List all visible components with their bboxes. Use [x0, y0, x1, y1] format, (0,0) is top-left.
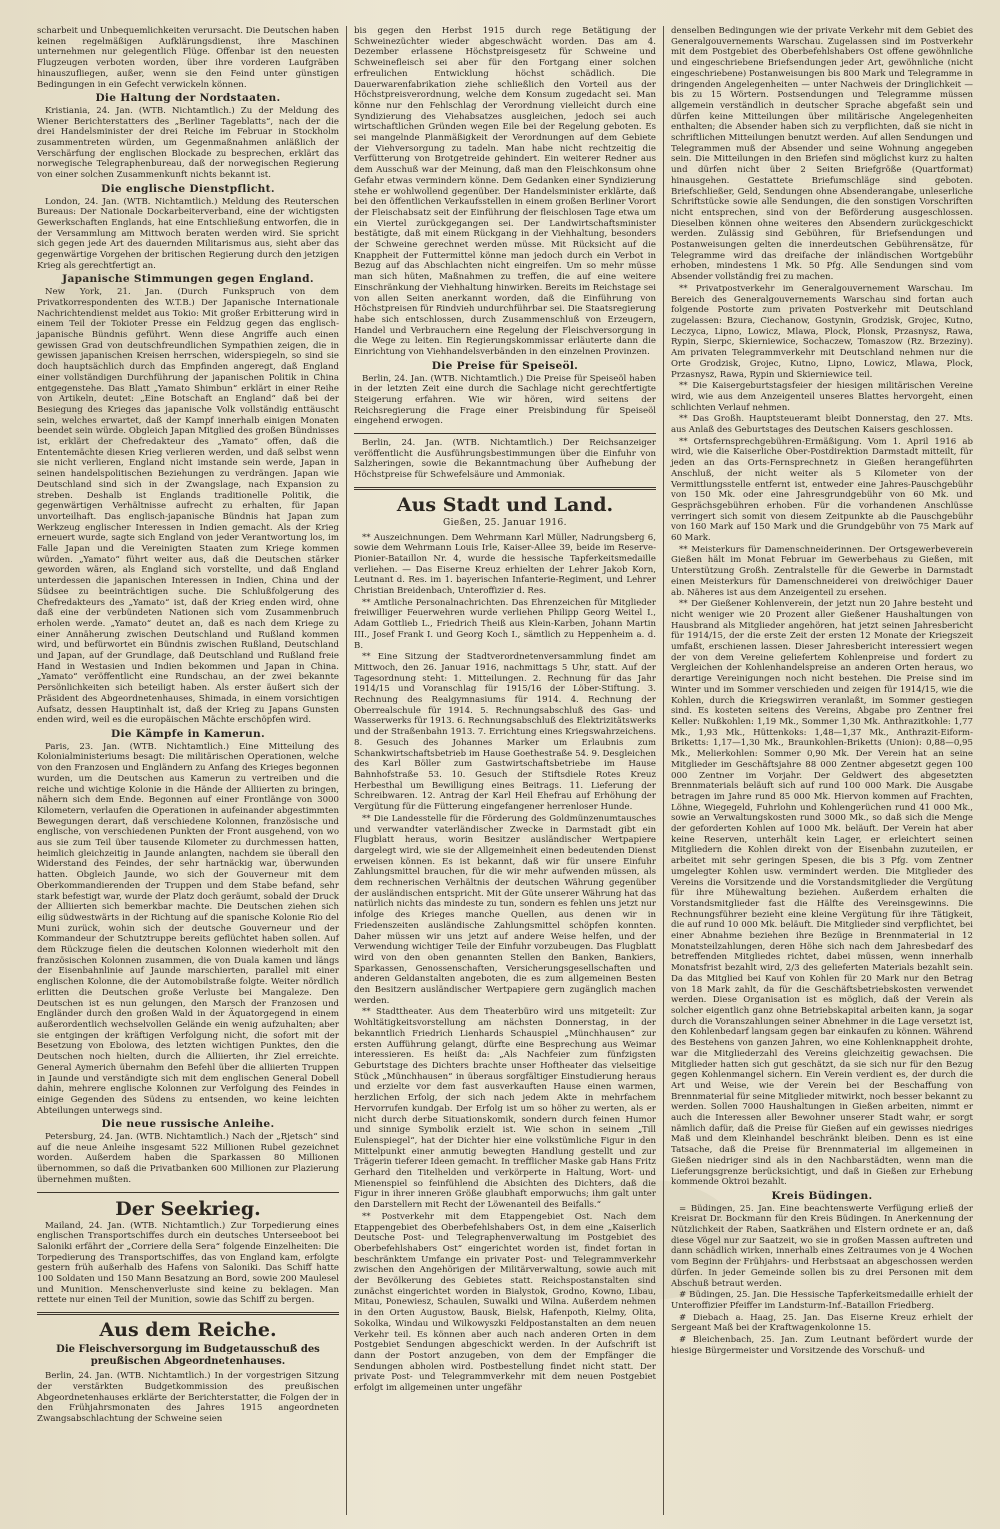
- divider: [37, 1192, 339, 1193]
- divider: [37, 1312, 339, 1315]
- article-text: ** Amtliche Personalnachrichten. Das Ehrenzeichen für Mitglieder freiwilliger Feuerwehren wurde verliehen Philipp Georg Weitel I., Adam Gottlieb L., Friedrich Theiß aus Klein-Karben, Johann Martin III., Josef Frank I. und Georg Koch I., sämtlich zu Heppenheim a. d. B.: [354, 597, 656, 651]
- section-title-reich: Aus dem Reiche.: [99, 1319, 277, 1342]
- article-text: ** Die Landesstelle für die Förderung des Goldmünzenumtausches und verwandter vaterländischer Zwecke in Darmstadt gibt ein Flugblatt heraus, worin Besitzer ausländischer Wertpapiere dargelegt wird, wie sie der Allgemeinheit einen bedeutenden Dienst erweisen können. Es ist bekannt, daß wir für unsere Einfuhr Zahlungsmittel brauchen, für die wir mehr aufwenden müssen, als dem rechnerischen Verhältnis der deutschen Währung gegenüber der ausländischen entspricht. Mit der Güte unserer Währung hat das natürlich nichts das mindeste zu tun, sondern es fehlen uns jetzt nur infolge des Krieges manche Quellen, aus denen wir in Friedenszeiten ausländische Zahlungsmittel schöpfen konnten. Daher müssen wir uns jetzt auf andere Weise helfen, und der Verwendung wichtiger Teile der Einfuhr vorzubeugen. Das Flugblatt wird von den oben genannten Stellen den Banken, Bankiers, Sparkassen, Genossenschaften, Versicherungsgesellschaften und anderen Geldanstalten angeboten, die es zum allgemeinen Besten den Besitzern ausländischer Wertpapiere gern zugänglich machen werden.: [354, 813, 656, 1006]
- article-subtitle: Die Fleischversorgung im Budgetausschuß des preußischen Abgeordnetenhauses.: [56, 1344, 320, 1368]
- article-text: Berlin, 24. Jan. (WTB. Nichtamtlich.) In der vorgestrigen Sitzung der verstärkten Budgetkommission des preußischen Abgeordnetenhauses erklärte der Berichterstatter, die Folgen der in den Frühjahrsmonaten des Jahres 1915 angeordneten Zwangsabschlachtung der Schweine seien: [37, 1371, 339, 1424]
- article-text: ** Stadttheater. Aus dem Theaterbüro wird uns mitgeteilt: Zur Wohltätigkeitsvorstellung am nächsten Donnerstag, in der bekanntlich Friedrich Lienhards Schauspiel „Münchhausen“ zur ersten Aufführung gelangt, dürfte eine Besprechung aus Weimar interessieren. Es heißt da: „Als Nachfeier zum fünfzigsten Geburtstage des Dichters brachte unser Hoftheater das vielseitige Stück „Münchhausen“ in überaus sorgfältiger Einstudierung heraus und erzielte vor dem fast ausverkauften Hause einen warmen, herzlichen Erfolg, der sich nach jedem Akte in mehrfachem Hervorrufen kundgab. Der Erfolg ist um so höher zu werten, als er nicht durch derbe Situationskomik, sondern durch feinen Humor und sinnige Symbolik erzielt ist. Wie schon in seinem „Till Eulenspiegel“, hat der Dichter hier eine volkstümliche Figur in den Mittelpunkt einer anmutig bewegten Handlung gestellt und zur Trägerin tieferer Ideen gemacht. In trefflicher Maske gab Hans Fritz Gerhard den Titelhelden und verkörperte in Haltung, Wort- und Mienenspiel so feinfühlend die Absichten des Dichters, daß die Figur in ihrer inneren Größe glaubhaft emporwuchs; ihm galt unter den Darstellern mit Recht der Löwenanteil des Beifalls.“: [354, 1007, 656, 1211]
- section-heading: Kreis Büdingen.: [771, 1189, 873, 1202]
- article-text: Berlin, 24. Jan. (WTB. Nichtamtlich.) Der Reichsanzeiger veröffentlicht die Ausführungsbestimmungen über die Einfuhr von Salzheringen, sowie die Bekanntmachung über Aufhebung der Höchstpreise für Schwefelsäure und Ammoniak.: [354, 438, 656, 481]
- article-text: London, 24. Jan. (WTB. Nichtamtlich.) Meldung des Reuterschen Bureaus: Der Nationale Dockarbeiterverband, eine der wichtigsten Gewerkschaften Englands, hat eine Entschließung entworfen, die in der Versammlung am Mittwoch beraten werden wird. Sie spricht sich gegen jede Art des dauernden Militarismus aus, sieht aber das gegenwärtige Vorgehen der britischen Regierung durch den jetzigen Krieg als gerechtfertigt an.: [37, 196, 339, 271]
- article-text: bis gegen den Herbst 1915 durch rege Betätigung der Schweinezüchter wieder abgeschwächt worden. Das am 4. Dezember erlassene Höchstpreisgesetz für Schweine und Schweinefleisch sei aber für den Fortgang einer solchen erfreulichen Entwicklung höchst schädlich. Die Dauerwarenfabrikation ziehe schließlich den Vorteil aus der Höchstpreisverordnung, welche dem Konsum zugedacht sei. Man könne nur den Fehlschlag der Verordnung vielleicht durch eine Syndizierung des Viehabsatzes ausgleichen, jedoch sei auch wirtschaftlichen Gründen wegen Eile bei der Regelung geboten. Es sei mangelnde Planmäßigkeit der Verordnungen auf dem Gebiete der Viehversorgung zu tadeln. Man habe nicht rechtzeitig die Verfütterung von Brotgetreide gehindert. Ein weiterer Redner aus dem Ausschuß war der Meinung, daß man den Fleischkonsum ohne Gefahr etwas vermindern könne. Dem Gedanken einer Syndizierung stehe er wohlwollend gegenüber. Der Handelsminister erklärte, daß bei den öffentlichen Verkaufsstellen in einem großen Berliner Vorort der Fleischabsatz seit der Einführung der fleischlosen Tage etwa um ein Viertel zurückgegangen sei. Der Landwirtschaftsminister bestätigte, daß mit einem Rückgang in der Viehhaltung, besonders der Schweine gerechnet werden müsse. Mit Rücksicht auf die Knappheit der Futtermittel könne man jedoch durch ein Verbot in Bezug auf das Abschlachten nicht eingreifen. Um so mehr müsse man sich hüten, Maßnahmen zu treffen, die auf eine weitere Einschränkung der Viehhaltung hinwirken. Bereits im Reichstage sei von allen Seiten anerkannt worden, daß die Einführung von Höchstpreisen für Rindvieh undurchführbar sei. Die Staatsregierung habe sich entschlossen, durch Zusammenschluß von Erzeugern, Handel und Verbrauchern eine Regelung der Fleischversorgung in die Wege zu leiten. Ein Regierungskommissar erläuterte dann die Einrichtung von Viehhandelsverbänden in den einzelnen Provinzen.: [354, 26, 656, 358]
- section-title-stadt-land: Aus Stadt und Land.: [396, 493, 614, 516]
- article-text: # Bleichenbach, 25. Jan. Zum Leutnant befördert wurde der hiesige Bürgermeister und Vorsitzende des Vorschuß- und: [671, 1335, 973, 1356]
- article-text: scharbeit und Unbequemlichkeiten verursacht. Die Deutschen haben keinen regelmäßigen Aufklärungsdienst, ihre Maschinen unternehmen nur gelegentlich Flüge. Offenbar ist den neuesten Flugzeugen verboten worden, über ihre vorderen Laufgräben hinauszufliegen, außer, wenn sie den Feind unter günstigen Bedingungen in ein Gefecht verwickeln können.: [37, 26, 339, 90]
- column-2: [346, 26, 663, 1515]
- column-1: [30, 26, 346, 1515]
- section-heading: Die Haltung der Nordstaaten.: [95, 92, 281, 105]
- article-text: ** Privatpostverkehr im Generalgouvernement Warschau. Im Bereich des Generalgouvernements Warschau sind fortan auch folgende Postorte zum privaten Postverkehr mit Deutschland zugelassen: Bzura, Ciechanow, Gostynin, Grodzisk, Grojec, Kutno, Leczyca, Lipno, Lowicz, Mlawa, Plock, Plonsk, Przasnysz, Rawa, Rypin, Sierpc, Skierniewice, Sochaczew, Tomaszow (Rz. Brzeziny). Am privaten Telegrammverkehr mit Deutschland nehmen nur die Orte Grodzisk, Grojec, Kutno, Lipno, Lowicz, Mlawa, Plock, Przasnysz, Rawa, Rypin und Skierniewice teil.: [671, 283, 973, 380]
- article-text: Berlin, 24. Jan. (WTB. Nichtamtlich.) Die Preise für Speiseöl haben in der letzten Zeit eine durch die Sachlage nicht gerechtfertigte Steigerung erfahren. Wie wir hören, wird seitens der Reichsregierung die Frage einer Preisbindung für Speiseöl eingehend erwogen.: [354, 373, 656, 427]
- article-text: ** Der Gießener Kohlenverein, der jetzt nun 20 Jahre besteht und nicht weniger wie 20 Prozent aller Gießener Haushaltungen von Hausbrand als Mitglieder angehören, hat jetzt seinen Jahresbericht für 1914/15, der die erste Zeit der ersten 12 Monate der Kriegszeit umfaßt, erschienen lassen. Dieser Jahresbericht interessiert wegen der von dem Vereine geliefertem Kohlenpreise und fordert zu Vergleichen der Kohlenhandelspreise an anderen Orten heraus, wo derartige Vereinigungen noch nicht bestehen. Die Preise sind im Winter und im Sommer verschieden und zeigen für 1914/15, wie die Kohlen, durch die Kriegswirren veranlaßt, im Sommer gestiegen sind. Es kosteten seitens des Vereins, Abgabe pro Zentner frei Keller: Nußkohlen: 1,19 Mk., Sommer 1,30 Mk. Anthrazitkohle: 1,77 Mk., 1,93 Mk., Hüttenkoks: 1,48—1,37 Mk., Anthrazit-Eiform-Briketts: 1,17—1,30 Mk., Braunkohlen-Briketts (Union): 0,88—0,95 Mk., Melierkohlen: Sommer 0,90 Mk. Der Verein hat an seine Mitglieder im Geschäftsjahre 88 000 Zentner abgesetzt gegen 100 000 Zentner im Vorjahr. Der Geldwert des abgesetzten Brennmaterials beläuft sich auf rund 100 000 Mark. Die Ausgabe betragen im Jahre rund 85 000 Mk. Hiervon kommen auf Frachten, Löhne, Wiegegeld, Fuhrlohn und Kohlengerüchen rund 41 000 Mk., sowie an Verwaltungskosten rund 3000 Mk., so daß sich die Menge der geforderten Kohlen auf 1000 Mk. beläuft. Der Verein hat aber keine Reserven, unterhält kein Lager, er erleichtert seinen Mitgliedern die Kohlen direkt von der Eisenbahn zuzuteilen, er arbeitet mit sehr geringen Spesen, die bis 3 Pfg. vom Zentner umgelegter Kohlen usw. vermindert werden. Die Mitglieder des Vereins die Vorsitzende und die Vorstandsmitglieder die Vergütung für ihre Mühewaltung beziehen. Außerdem erhalten die Vorstandsmitglieder fast die Hälfte des Vereinsgewinns. Die Rechnungsführer bezieht eine kleine Vergütung für ihre Tätigkeit, die auf rund 10 000 Mk. beläuft. Die Mitglieder sind verpflichtet, bei einer Abnahme beziehen ihre Bezüge in Brennmaterial in 12 Monatsteilzahlungen, deren Höhe sich nach dem Jahresbedarf des betreffenden Mitgliedes richtet, dabei müssen, wenn innerhalb Monatsfrist bezahlt wird, 2/3 des gelieferten Materials bezahlt sein. Da das Mitglied bei Kauf von Kohlen für 20 Mark nur den Betrag von 18 Mark zahlt, da für die Geschäftsbetriebskosten verwendet werden. Diese Organisation ist es möglich, daß der Verein als solcher eigentlich ganz ohne Betriebskapital arbeiten kann, ja sogar durch die Voranszahlungen seiner Abnehmer in die Lage versetzt ist, den Kohlenbedarf langsam gegen bar einkaufen zu können. Während des Bestehens von ganzen Jahren, wo eine Kohlenknappheit drohte, war die Mitgliederzahl des Vereins gleichzeitig gewachsen. Die Mitglieder hatten sich gut geschätzt, da sie sich nur für den Bezug gegen Kohlenmangel sichern. Ein Verein verdient es, der durch die Art und Weise, wie der Verein bei der Beschaffung von Brennmaterial für seine Mitglieder mitwirkt, noch besser bekannt zu werden. Sollen 7000 Haushaltungen in Gießen arbeiten, nimmt er auch die Interessen aller Bewohner unserer Stadt wahr, er sorgt nämlich dafür, daß die Preise für Gießen auf ein gewisses niedriges Maß und dem Kleinhandel beschränkt bleiben. Denn es ist eine Tatsache, daß die Preise für Brennmaterial im allgemeinen in Gießen niedriger sind als in den Nachbarstädten, wenn man die Lieferungsgrenze berücksichtigt, und daß in Gießen zur Erhebung kommende Oktroi bezahlt.: [671, 599, 973, 1188]
- article-text: ** Das Großh. Hauptsteueramt bleibt Donnerstag, den 27. Mts. aus Anlaß des Geburtstages des Deutschen Kaisers geschlossen.: [671, 414, 973, 436]
- article-text: ** Postverkehr mit dem Etappengebiet Ost. Nach dem Etappengebiet des Oberbefehlshabers Ost, in dem eine „Kaiserlich Deutsche Post- und Telegraphenverwaltung im Postgebiet des Oberbefehlshabers Ost“ eingerichtet worden ist, findet fortan in beschränktem Umfange ein privater Post- und Telegrammverkehr zwischen den Angehörigen der Militärverwaltung, sowie auch mit der Bevölkerung des Gebietes statt. Reichspostanstalten sind zunächst eingerichtet worden in Bialystok, Grodno, Kowno, Libau, Mitau, Ponewiesz, Schaulen, Suwalki und Wilna. Außerdem nehmen in den Orten Augustow, Bausk, Bielsk, Hafenpoth, Kielmy, Olita, Sokolka, Windau und Wilkowyszki Feldpostanstalten an dem neuen Verkehr teil. Es können aber auch nach anderen Orten in dem Postgebiet Sendungen abgeschickt werden. In der Aufschrift ist dann der Postort anzugeben, von dem der Empfänger die Sendungen abholen wird. Postbestellung findet nicht statt. Der private Post- und Telegrammverkehr mit dem neuen Postgebiet erfolgt im allgemeinen unter ungefähr: [354, 1211, 656, 1394]
- divider: [354, 433, 656, 434]
- section-heading: Die Preise für Speiseöl.: [431, 359, 579, 372]
- article-text: = Büdingen, 25. Jan. Eine beachtenswerte Verfügung erließ der Kreisrat Dr. Bockmann für den Kreis Büdingen. In Anerkennung der Nützlichkeit der Raben, Saatkrähen und Elstern ordnete er an, daß diese Vögel nur zur Saatzeit, wo sie in großen Massen auftreten und dann schädlich wirken, innerhalb eines Zeitraumes von je 4 Wochen vom Beginn der Frühjahrs- und Herbstsaat an abgeschossen werden dürfen. In jeder Gemeinde sollen bis zu drei Personen mit dem Abschuß betraut werden.: [671, 1203, 973, 1289]
- article-text: ** Eine Sitzung der Stadtverordnetenversammlung findet am Mittwoch, den 26. Januar 1916, nachmittags 5 Uhr, statt. Auf der Tagesordnung steht: 1. Mitteilungen. 2. Rechnung für das Jahr 1914/15 und Voranschlag für 1915/16 der Löber-Stiftung. 3. Rechnung des Realgymnasiums für 1914. 4. Rechnung der Oberrealschule für 1914. 5. Rechnungsabschluß des Gas- und Wasserwerks für 1913. 6. Rechnungsabschluß des Elektrizitätswerks und der Straßenbahn 1913. 7. Errichtung eines Kriegswahrzeichens. 8. Gesuch des Johannes Marker um Erlaubnis zum Schankwirtschaftsbetrieb im Hause Goethestraße 54. 9. Desgleichen des Karl Böller zum Gastwirtschaftsbetriebe im Hause Bahnhofstraße 53. 10. Gesuch der Stiftsdiele Rotes Kreuz Herbesthal um Bewilligung eines Beitrags. 11. Lieferung der Schreibwaren. 12. Antrag der Karl Heil Ehefrau auf Erhöhung der Vergütung für die Fütterung eingefangener herrenloser Hunde.: [354, 652, 656, 813]
- article-text: New York, 21. Jan. (Durch Funkspruch von dem Privatkorrespondenten des W.T.B.) Der Japanische Internationale Nachrichtendienst meldet aus Tokio: Mit großer Erbitterung wird in einem Teil der Tokioter Presse ein Feldzug gegen das englisch-japanische Bündnis geführt. Wenn diese Angriffe auch einen gewissen Grad von deutschfreundlichen Sympathien zeigen, die in gewissen japanischen Kreisen herrschen, widerspiegeln, so sind sie doch hauptsächlich durch das Empfinden angeregt, daß England einer vollständigen Durchführung der japanischen Politik in China entgegenstehe. Das Blatt „Yamato Shimbun“ erklärt in einer Reihe von Artikeln, deutet: „Eine Botschaft an England“ daß bei der Besiegung des Krieges das japanische Volk vollständig enttäuscht sein, welches erwartet, daß der Kampf innerhalb einigen Monaten beendet sein würde. Obgleich Japan Mitglied des großen Bündnisses ist, erklärt der Chefredakteur des „Yamato“ offen, daß die Ententemächte diesen Krieg verlieren werden, und daß selbst wenn sie nicht verlieren, England nicht imstande sein werde, Japan in seinen handelspolitischen Beziehungen zu verdrängen. Japan wie Deutschland sind sich in der Zwangslage, nach Expansion zu streben. Deshalb ist Englands traditionelle Politik, die gegenwärtigen Verhältnisse aufrecht zu erhalten, für Japan unvorteilhaft. Das englisch-japanische Bündnis hat Japan zum Werkzeug englischer Interessen in Indien gemacht. Als der Krieg erneuert wurde, sagte sich England von jeder Verantwortung los, im Falle Japan und die Vereinigten Staaten zum Kriege kommen würden. „Yamato“ führt weiter aus, daß die Deutschen stärker geworden wären, als England sich vorstellte, und daß England unterdessen die japanischen Interessen in Indien, China und der Südsee zu beeinträchtigen suche. Die Schlußfolgerung des Chefredakteurs des „Yamato“ ist, daß der Krieg enden wird, ohne daß eine der verbündeten Nationen sich vom Zusammenbruch erholen werde. „Yamato“ deutet an, daß es nach dem Kriege zu einer Annäherung zwischen Deutschland und Rußland kommen wird, und befürwortet ein Bündnis zwischen Rußland, Deutschland und Japan, auf der Grundlage, daß Deutschland und Rußland freie Hand in Westasien und Indien bekommen und Japan in China. „Yamato“ veröffentlicht eine Rundschau, an der zwei bekannte Persönlichkeiten sich beteiligt haben. Als erster äußert sich der Präsident des Abgeordnetenhauses, Shimada, in einem vorsichtigen Aufsatz, dessen Hauptinhalt ist, daß der Krieg zu Japans Gunsten enden wird, weil es die europäischen Mächte erschöpfen wird.: [37, 287, 339, 726]
- section-heading: Japanische Stimmungen gegen England.: [62, 273, 314, 286]
- section-title-seekrieg: Der Seekrieg.: [115, 1197, 261, 1220]
- article-text: ** Auszeichnungen. Dem Wehrmann Karl Müller, Nadrungsberg 6, sowie dem Wehrmann Louis Irle, Kaiser-Allee 39, beide im Reserve-Pionier-Bataillon Nr. 4, wurde die hessische Tapferkeitsmedaille verliehen. — Das Eiserne Kreuz erhielten der Lehrer Jakob Korn, Leutnant d. Res. im 1. bayerischen Infanterie-Regiment, und Lehrer Christian Breidenbach, Unteroffizier d. Res.: [354, 532, 656, 597]
- columns: [30, 26, 980, 1515]
- article-text: Paris, 23. Jan. (WTB. Nichtamtlich.) Eine Mitteilung des Kolonialministeriums besagt: Die militärischen Operationen, welche von den Franzosen und Engländern zu Anfang des Krieges begonnen wurden, um die Deutschen aus Kamerun zu vertreiben und die reiche und wichtige Kolonie in die Hände der Alliierten zu bringen, nähern sich dem Ende. Begonnen auf einer Frontlänge von 3000 Kilometern, verlaufen die Operationen in aufeinander abgestimmten Bewegungen derart, daß verschiedene Kolonnen, französische und englische, von verschiedenen Punkten der Front ausgehend, von wo aus sie zum Teil über tausende Kilometer zu durchmessen hatten, heimlich gleichzeitig in Jaunde anlangten, nachdem sie überall den Widerstand des Feindes, der sehr hartnäckig war, überwunden hatten. Obgleich Jaunde, wo sich der Gouverneur mit dem Oberkommandierenden der Truppen und dem Stabe befand, sehr stark befestigt war, wurde der Platz doch geräumt, sobald der Druck der Alliierten sich bemerkbar machte. Die Deutschen ziehen sich eilig südwestwärts in der Richtung auf die spanische Kolonie Rio del Muni zurück, wohin sich der deutsche Gouverneur und der Kommandeur der Schutztruppe bereits geflüchtet haben sollen. Auf dem Rückzuge fielen die deutschen Kolonnen wiederholt mit den französischen Kolonnen zusammen, die von Duala kamen und längs der Eisenbahnlinie auf Jaunde marschierten, parallel mit einer englischen Kolonne, die der Automobilstraße folgte. Weiter nördlich erlitten die Deutschen große Verluste bei Mangaleze. Den Deutschen ist es nun gelungen, den Marsch der Franzosen und Engländer durch den großen Wald in der Äquatorgegend in einem außerordentlich wechselvollen Gelände ein wenig aufzuhalten; aber sie entgingen der kräftigen Verfolgung nicht, die sofort mit der Besetzung von Ebolowa, des letzten wichtigen Punktes, den die Deutschen noch hielten, durch die Alliierten, ihr Ziel erreichte. General Aymerich übernahm den Befehl über die alliierten Truppen in Jaunde und verständigte sich mit dem englischen General Dobell dahin, mehrere englische Kolonnen zur Verfolgung des Feindes in einige Gegenden des Südens zu entsenden, wo keine leichten Abteilungen unterwegs sind.: [37, 741, 339, 1116]
- article-text: Petersburg, 24. Jan. (WTB. Nichtamtlich.) Nach der „Rjetsch“ sind auf die neue Anleihe insgesamt 522 Millionen Rubel gezeichnet worden. Außerdem haben die Sparkassen 80 Millionen übernommen, so daß die Privatbanken 600 Millionen zur Plazierung übernehmen mußten.: [37, 1132, 339, 1185]
- article-text: Mailand, 24. Jan. (WTB. Nichtamtlich.) Zur Torpedierung eines englischen Transportschiffes durch ein deutsches Unterseeboot bei Saloniki erfährt der „Corriere della Sera“ folgende Einzelheiten: Die Torpedierung des Transportschiffes, das von England kam, erfolgte gestern früh außerhalb des Hafens von Saloniki. Das Schiff hatte 100 Soldaten und 150 Mann Besatzung an Bord, sowie 200 Maulesel und Munition. Menschenverluste sind keine zu beklagen. Man rettete nur einen Teil der Munition, sowie das Schiff zu bergen.: [37, 1220, 339, 1306]
- section-heading: Die neue russische Anleihe.: [101, 1118, 275, 1131]
- article-text: Kristiania, 24. Jan. (WTB. Nichtamtlich.) Zu der Meldung des Wiener Berichterstatters des „Berliner Tageblatts“, nach der die drei Handelsminister der drei Reiche im Februar in Stockholm zusammentreten würden, um Gegenmaßnahmen anläßlich der Verschärfung der englischen Blockade zu besprechen, erklärt das norwegische Telegraphenbureau, daß der norwegischen Regierung von einer solchen Zusammenkunft nichts bekannt ist.: [37, 105, 339, 181]
- section-heading: Die Kämpfe in Kamerun.: [110, 728, 266, 740]
- article-text: denselben Bedingungen wie der private Verkehr mit dem Gebiet des Generalgouvernements Warschau. Zugelassen sind im Postverkehr mit dem Postgebiet des Oberbefehlshabers Ost offene gewöhnliche und eingeschriebene Briefsendungen jeder Art, gewöhnliche (nicht eingeschriebene) Postanweisungen bis 800 Mark und Telegramme in dringenden Angelegenheiten — unter Nachweis der Dringlichkeit — bis zu 15 Wörtern. Postsendungen und Telegramme müssen allgemein verständlich in deutscher Sprache abgefaßt sein und dürfen keine Mitteilungen über militärische Angelegenheiten enthalten; die Absender haben sich zu verpflichten, daß sie nicht in schriftlichen Mitteilungen benutzt werden. Auf allen Sendungen und Telegrammen muß der Absender und seine Wohnung angegeben sein. Die Mitteilungen in den Briefen sind möglichst kurz zu halten und dürfen nicht über 2 Seiten Briefgröße (Quartformat) hinausgehen. Gestattete Briefumschläge sind geboten. Briefschließer, Geld, Sendungen ohne Absenderangabe, unleserliche Schriftstücke sowie alle Sendungen, die den sonstigen Vorschriften nicht entsprechen, sind von der Beförderung ausgeschlossen. Dieselben können ohne weiteres den Absendern zurückgeschickt werden. Zulässig sind Gebühren, für Briefsendungen und Postanweisungen gelten die innerdeutschen Gebührensätze, für Telegramme wird das dreifache der inländischen Wortgebühr erhoben, mindestens 1 Mk. 50 Pfg. Alle Sendungen sind vom Absender vollständig frei zu machen.: [671, 26, 973, 283]
- section-heading: Die englische Dienstpflicht.: [101, 182, 275, 195]
- column-3: [663, 26, 980, 1515]
- article-text: # Diebach a. Haag, 25. Jan. Das Eiserne Kreuz erhielt der Sergeant Maß bei der Kraftwagenkolonne 15.: [671, 1312, 973, 1334]
- article-text: ** Die Kaisergeburtstagsfeier der hiesigen militärischen Vereine wird, wie aus dem Anzeigenteil unseres Blattes hervorgeht, einen schlichten Verlauf nehmen.: [671, 381, 973, 413]
- article-text: # Büdingen, 25. Jan. Die Hessische Tapferkeitsmedaille erhielt der Unteroffizier Pfeiffer im Landsturm-Inf.-Bataillon Friedberg.: [671, 1290, 973, 1311]
- article-text: ** Meisterkurs für Damenschneiderinnen. Der Ortsgewerbeverein Gießen hält im Monat Februar im Gewerbehaus zu Gießen, mit Unterstützung Großh. Zentralstelle für die Gewerbe in Darmstadt einen Meisterkurs für Damenschneiderei von dreiwöchiger Dauer ab. Näheres ist aus dem Anzeigenteil zu ersehen.: [671, 544, 973, 598]
- article-text: ** Ortsfernsprechgebühren-Ermäßigung. Vom 1. April 1916 ab wird, wie die Kaiserliche Ober-Postdirektion Darmstadt mitteilt, für jeden an das Orts-Fernsprechnetz in Gießen herangeführten Anschluß, der nicht weiter als 5 Kilometer von der Vermittlungsstelle entfernt ist, entweder eine Jahres-Pauschgebühr von 150 Mk. oder eine Jahresgrundgebühr von 60 Mk. und Gesprächsgebühren erhoben. Für die vorhandenen Anschlüsse verringert sich somit von diesem Zeitpunkte ab die Pauschgebühr von 160 Mark auf 150 Mark und die Grundgebühr von 75 Mark auf 60 Mark.: [671, 436, 973, 544]
- dateline: Gießen, 25. Januar 1916.: [443, 517, 567, 528]
- divider: [354, 487, 656, 490]
